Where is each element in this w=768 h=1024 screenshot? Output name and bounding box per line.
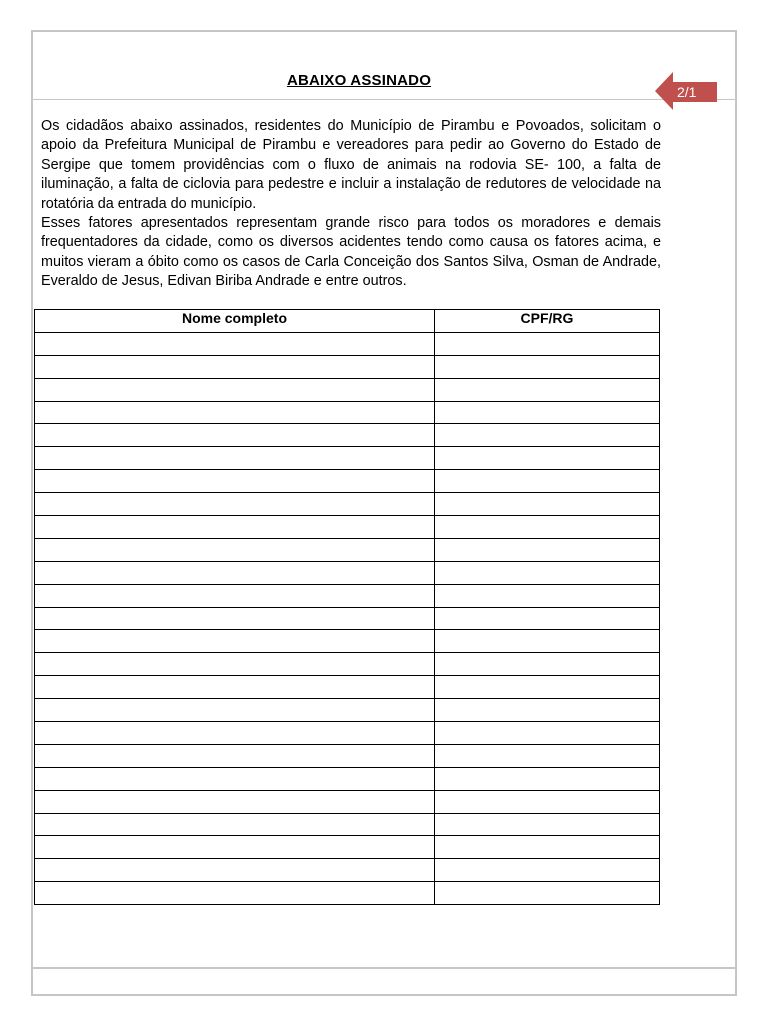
id-cell[interactable] <box>435 447 660 470</box>
name-cell[interactable] <box>35 355 435 378</box>
id-cell[interactable] <box>435 699 660 722</box>
name-cell[interactable] <box>35 767 435 790</box>
id-cell[interactable] <box>435 630 660 653</box>
name-cell[interactable] <box>35 607 435 630</box>
name-cell[interactable] <box>35 516 435 539</box>
name-cell[interactable] <box>35 722 435 745</box>
id-cell[interactable] <box>435 470 660 493</box>
name-cell[interactable] <box>35 584 435 607</box>
name-cell[interactable] <box>35 493 435 516</box>
name-cell[interactable] <box>35 561 435 584</box>
id-cell[interactable] <box>435 516 660 539</box>
body-paragraph: Os cidadãos abaixo assinados, residentes do Município de Pirambu e Povoados, solicitam o apoio da Prefeitura Municipal de Pirambu e vereadores para pedir ao Governo do Estado de Sergipe que tomem providências com o fluxo de animais na rodovia SE- 100, a falta de iluminação, a falta de ciclovia para pedestre e incluir a instalação de redutores de velocidade na rotatória da entrada do município. <box>41 118 661 212</box>
name-cell[interactable] <box>35 470 435 493</box>
column-header-name: Nome completo <box>35 310 435 333</box>
name-cell[interactable] <box>35 424 435 447</box>
id-cell[interactable] <box>435 493 660 516</box>
table-row <box>35 355 660 378</box>
name-cell[interactable] <box>35 813 435 836</box>
table-row <box>35 493 660 516</box>
table-row <box>35 676 660 699</box>
id-cell[interactable] <box>435 767 660 790</box>
table-row <box>35 332 660 355</box>
document-body <box>41 117 661 292</box>
table-row <box>35 653 660 676</box>
name-cell[interactable] <box>35 836 435 859</box>
header-divider <box>33 99 735 100</box>
table-row <box>35 378 660 401</box>
id-cell[interactable] <box>435 653 660 676</box>
table-row <box>35 447 660 470</box>
id-cell[interactable] <box>435 355 660 378</box>
name-cell[interactable] <box>35 401 435 424</box>
table-row <box>35 699 660 722</box>
name-cell[interactable] <box>35 630 435 653</box>
table-row <box>35 538 660 561</box>
table-row <box>35 767 660 790</box>
table-row <box>35 630 660 653</box>
name-cell[interactable] <box>35 653 435 676</box>
id-cell[interactable] <box>435 332 660 355</box>
table-row <box>35 607 660 630</box>
table-row <box>35 584 660 607</box>
name-cell[interactable] <box>35 332 435 355</box>
signature-rows <box>35 332 660 904</box>
name-cell[interactable] <box>35 882 435 905</box>
id-cell[interactable] <box>435 561 660 584</box>
signature-table <box>34 309 660 905</box>
name-cell[interactable] <box>35 790 435 813</box>
id-cell[interactable] <box>435 859 660 882</box>
id-cell[interactable] <box>435 722 660 745</box>
table-row <box>35 859 660 882</box>
table-row <box>35 882 660 905</box>
id-cell[interactable] <box>435 584 660 607</box>
table-row <box>35 813 660 836</box>
id-cell[interactable] <box>435 836 660 859</box>
table-row <box>35 561 660 584</box>
id-cell[interactable] <box>435 378 660 401</box>
table-row <box>35 424 660 447</box>
document-title: ABAIXO ASSINADO <box>286 72 432 89</box>
page-indicator-label: 2/1 <box>677 84 697 100</box>
table-row <box>35 836 660 859</box>
table-row <box>35 516 660 539</box>
id-cell[interactable] <box>435 676 660 699</box>
name-cell[interactable] <box>35 859 435 882</box>
table-row <box>35 744 660 767</box>
id-cell[interactable] <box>435 424 660 447</box>
page-indicator[interactable] <box>655 72 717 110</box>
id-cell[interactable] <box>435 538 660 561</box>
name-cell[interactable] <box>35 378 435 401</box>
id-cell[interactable] <box>435 790 660 813</box>
id-cell[interactable] <box>435 401 660 424</box>
id-cell[interactable] <box>435 882 660 905</box>
id-cell[interactable] <box>435 607 660 630</box>
column-header-id: CPF/RG <box>435 310 660 333</box>
table-header-row <box>35 310 660 333</box>
name-cell[interactable] <box>35 538 435 561</box>
id-cell[interactable] <box>435 744 660 767</box>
name-cell[interactable] <box>35 699 435 722</box>
footer-divider <box>33 967 735 969</box>
name-cell[interactable] <box>35 447 435 470</box>
table-row <box>35 722 660 745</box>
table-row <box>35 790 660 813</box>
table-row <box>35 401 660 424</box>
body-paragraph: Esses fatores apresentados representam grande risco para todos os moradores e demais frequentadores da cidade, como os diversos acidentes tendo como causa os fatores acima, e muitos vieram a óbito como os casos de Carla Conceição dos Santos Silva, Osman de Andrade, Everaldo de Jesus, Edivan Biriba Andrade e entre outros. <box>41 215 661 290</box>
name-cell[interactable] <box>35 676 435 699</box>
name-cell[interactable] <box>35 744 435 767</box>
id-cell[interactable] <box>435 813 660 836</box>
table-row <box>35 470 660 493</box>
